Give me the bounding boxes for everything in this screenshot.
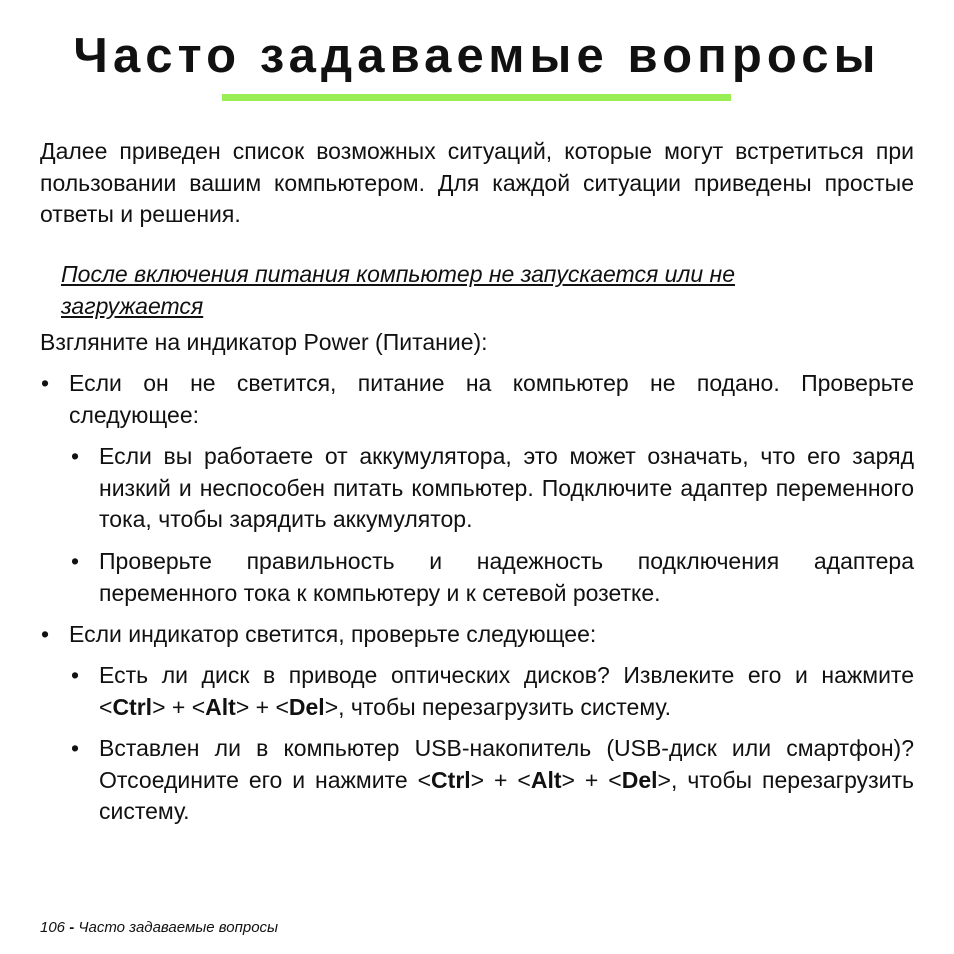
bullet-icon: • bbox=[41, 370, 50, 396]
section-heading: После включения питания компьютер не запускается или не загружается bbox=[61, 261, 736, 319]
list-item bbox=[41, 619, 914, 651]
lead-text: Взгляните на индикатор Power (Питание): bbox=[40, 329, 488, 355]
intro-paragraph: Далее приведен список возможных ситуаций, которые могут встретиться при пользовании вашим компьютером. Для каждой ситуации приведены простые ответы и решения. bbox=[40, 138, 914, 227]
key-alt: Alt bbox=[530, 766, 562, 793]
bullet-icon: • bbox=[71, 548, 80, 574]
sub-list-item bbox=[71, 441, 914, 536]
key-del: Del bbox=[288, 693, 325, 720]
key-del: Del bbox=[621, 766, 658, 793]
sub-list-item-text-before: Есть ли диск в приводе оптических дисков? Извлеките его и нажмите bbox=[99, 662, 914, 688]
bullet-icon: • bbox=[71, 735, 80, 761]
key-ctrl: Ctrl bbox=[112, 693, 153, 720]
key-ctrl: Ctrl bbox=[431, 766, 471, 793]
page-number: 106 bbox=[40, 919, 66, 936]
title-underline-bar bbox=[222, 94, 731, 101]
sub-list-item: • Есть ли диск в приводе оптических дисков? Извлеките его и нажмите <Ctrl> + <Alt> + <Del>, чтобы перезагрузить систему. bbox=[71, 662, 914, 720]
sub-list-item-text-after: , чтобы перезагрузить систему. bbox=[99, 766, 915, 824]
page-footer bbox=[40, 918, 278, 938]
sub-list-item-text: Проверьте правильность и надежность подключения адаптера переменного тока к компьютеру и к сетевой розетке. bbox=[99, 548, 914, 606]
page-title: Часто задаваемые вопросы bbox=[73, 29, 881, 83]
bullet-icon: • bbox=[71, 443, 80, 469]
bullet-icon: • bbox=[71, 662, 80, 688]
list-item bbox=[41, 368, 914, 431]
footer-separator: - bbox=[69, 919, 75, 936]
footer-section-title: Часто задаваемые вопросы bbox=[78, 919, 279, 936]
sub-list-item-text-after: , чтобы перезагрузить систему. bbox=[338, 693, 672, 720]
sub-list-item-text-before: Вставлен ли в компьютер USB-накопитель (USB-диск или смартфон)? Отсоедините его и нажмите bbox=[99, 735, 914, 793]
sub-list-item: • Вставлен ли в компьютер USB-накопитель (USB-диск или смартфон)? Отсоедините его и нажмите <Ctrl> + <Alt> + <Del>, чтобы перезагрузить систему. bbox=[71, 735, 915, 824]
bullet-icon: • bbox=[41, 621, 50, 647]
key-alt: Alt bbox=[205, 693, 236, 720]
list-item-text: Если индикатор светится, проверьте следующее: bbox=[69, 621, 597, 647]
sub-list-item bbox=[71, 546, 914, 609]
list-item-text: Если он не светится, питание на компьютер не подано. Проверьте следующее: bbox=[69, 370, 914, 428]
sub-list-item-text: Если вы работаете от аккумулятора, это может означать, что его заряд низкий и неспособен питать компьютер. Подключите адаптер переменного тока, чтобы зарядить аккумулятор. bbox=[99, 443, 914, 532]
title-underline-rule bbox=[222, 94, 731, 101]
